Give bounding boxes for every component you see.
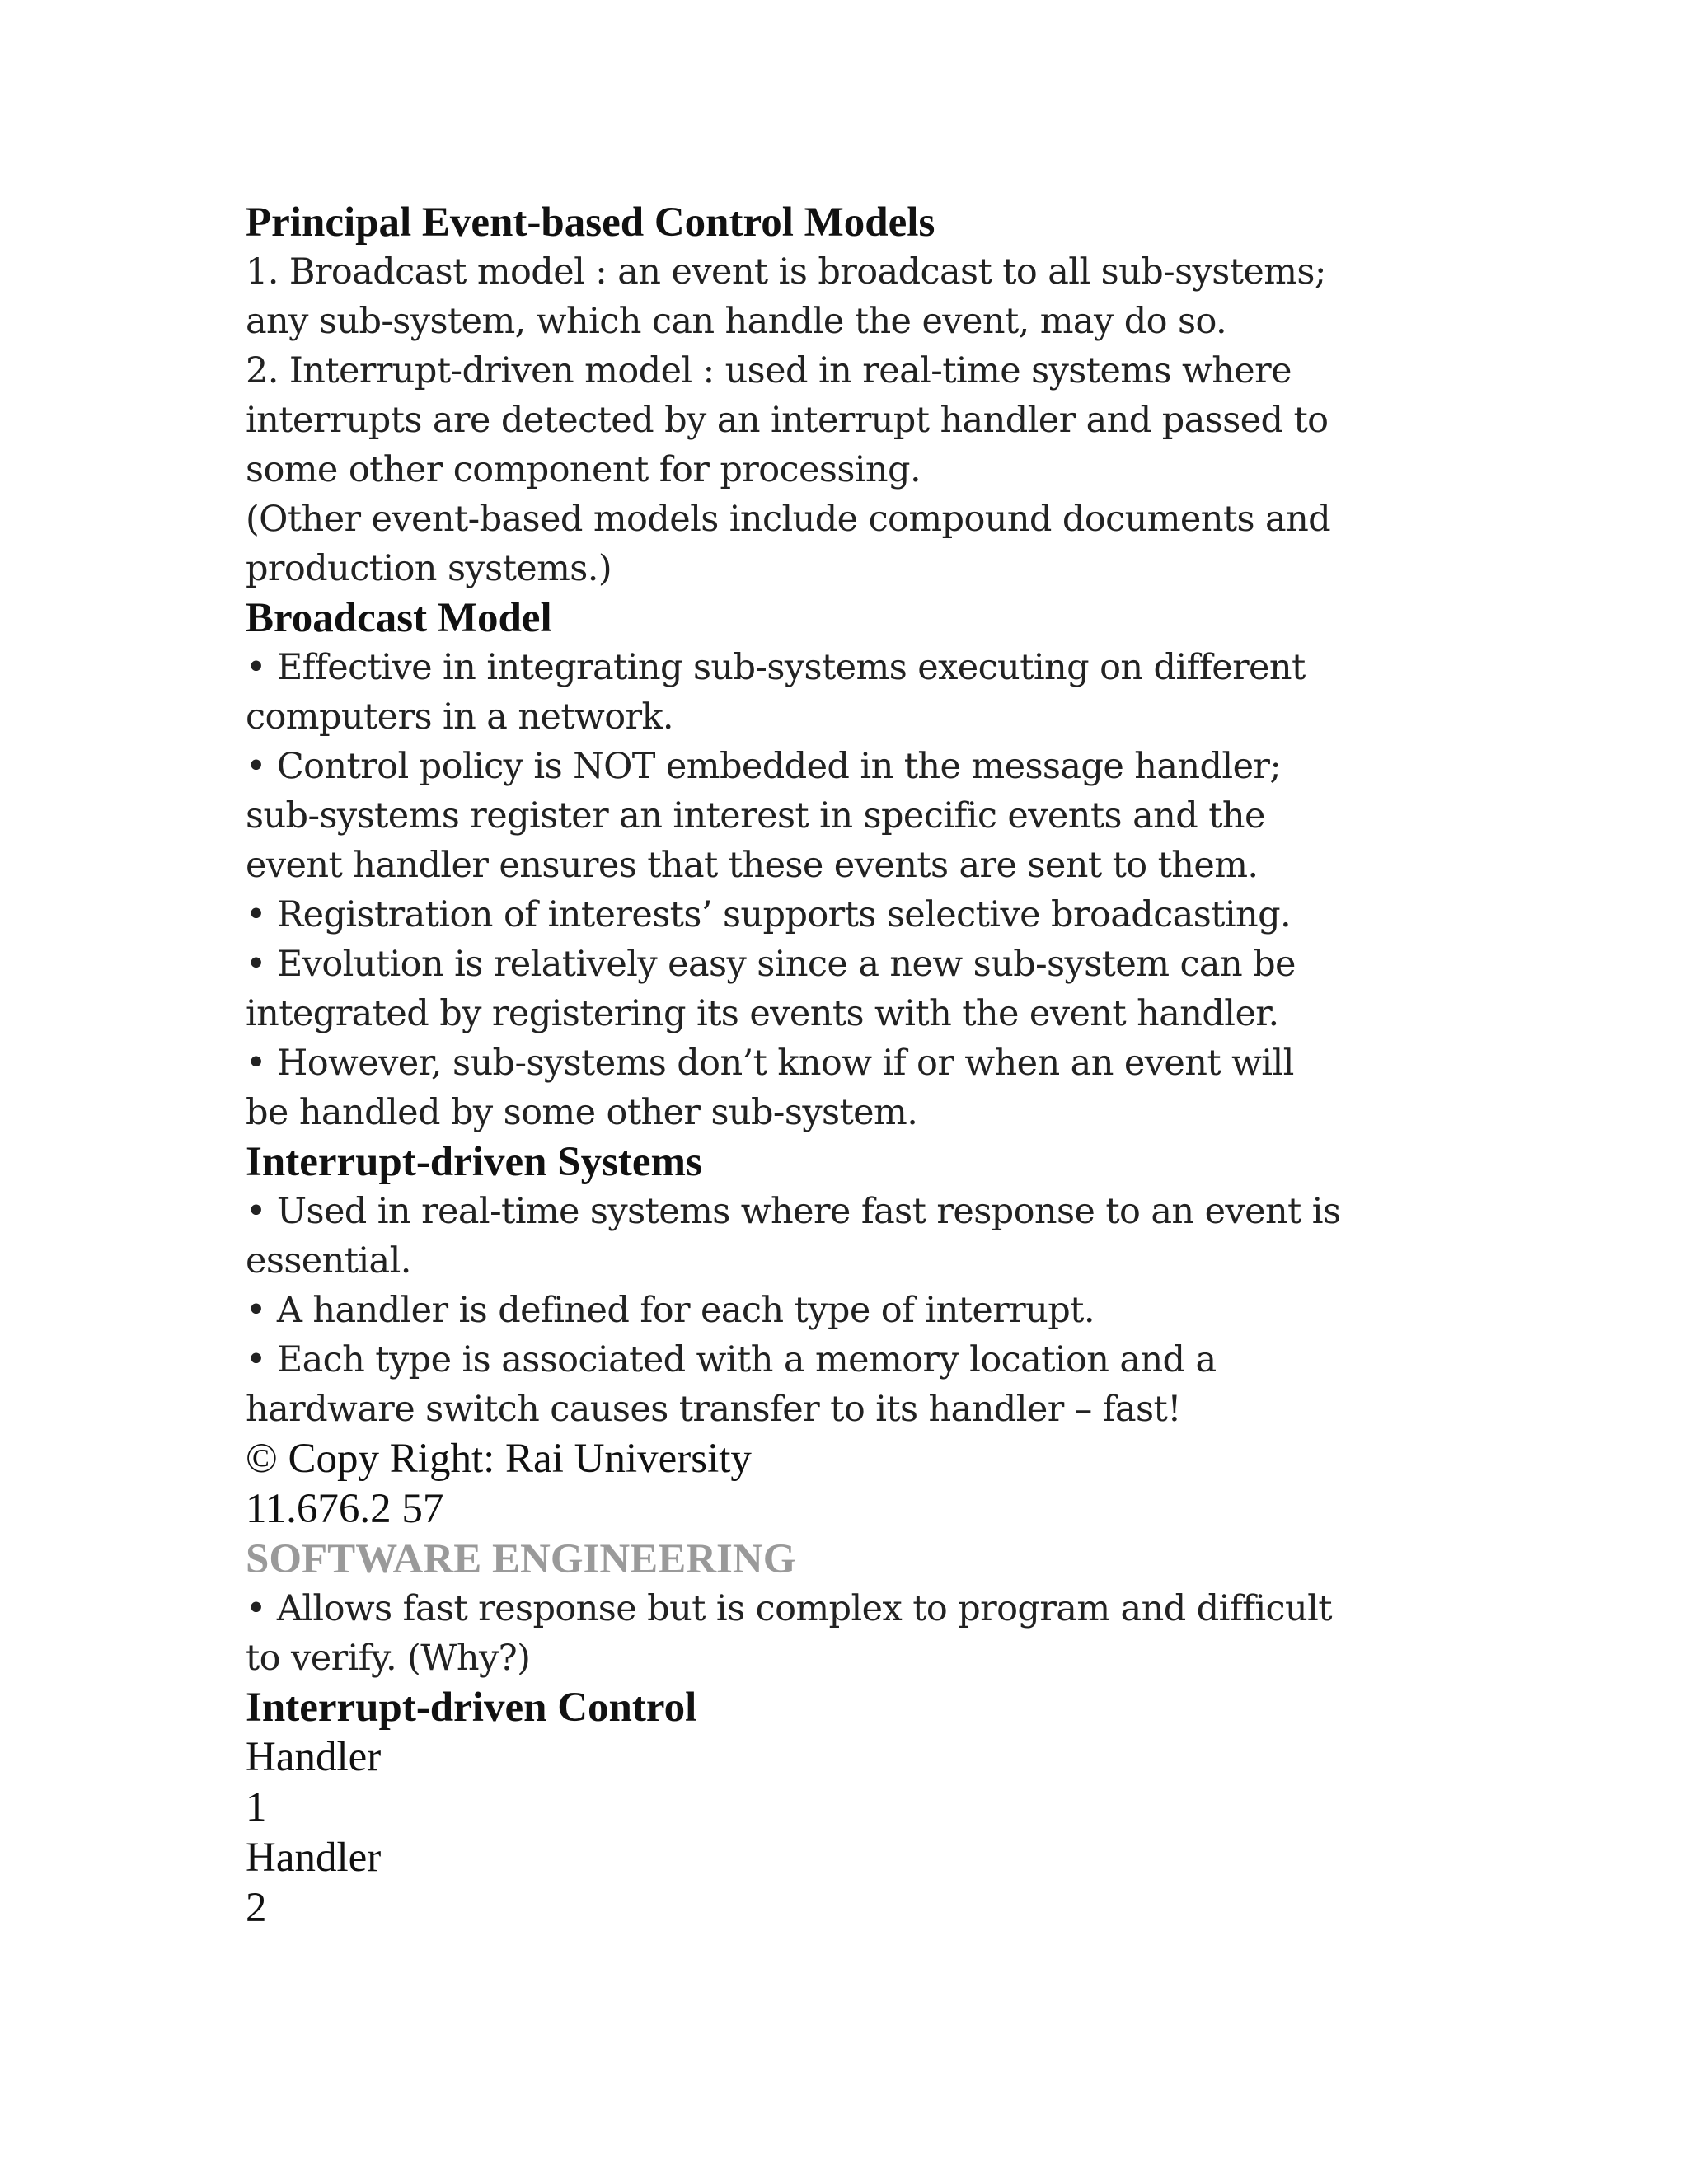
diagram-label: 1: [246, 1784, 267, 1830]
page-code: 11.676.2 57: [246, 1486, 444, 1532]
bullet-line: computers in a network.: [246, 696, 673, 738]
section-heading: Interrupt-driven Systems: [246, 1139, 702, 1185]
bullet-line: event handler ensures that these events are sent to them.: [246, 845, 1259, 886]
bullet-line: • Evolution is relatively easy since a new sub-system can be: [246, 944, 1296, 985]
bullet-line: • A handler is defined for each type of interrupt.: [246, 1290, 1095, 1331]
bullet-line: • Registration of interests’ supports selective broadcasting.: [246, 894, 1292, 935]
body-line: production systems.): [246, 548, 612, 589]
body-line: some other component for processing.: [246, 449, 921, 490]
bullet-line: • Allows fast response but is complex to program and difficult: [246, 1588, 1332, 1629]
running-title: SOFTWARE ENGINEERING: [246, 1536, 796, 1582]
copyright-notice: © Copy Right: Rai University: [246, 1436, 752, 1482]
section-heading: Interrupt-driven Control: [246, 1685, 697, 1731]
bullet-line: to verify. (Why?): [246, 1638, 531, 1679]
diagram-label: Handler: [246, 1835, 382, 1881]
body-line: 1. Broadcast model : an event is broadcast to all sub-systems;: [246, 251, 1326, 293]
bullet-line: hardware switch causes transfer to its handler – fast!: [246, 1389, 1181, 1430]
bullet-line: • Control policy is NOT embedded in the message handler;: [246, 746, 1282, 787]
bullet-line: • Each type is associated with a memory location and a: [246, 1339, 1217, 1380]
bullet-line: • Used in real-time systems where fast response to an event is: [246, 1191, 1341, 1232]
body-line: 2. Interrupt-driven model : used in real-time systems where: [246, 350, 1292, 391]
bullet-line: integrated by registering its events with the event handler.: [246, 993, 1279, 1034]
diagram-label: 2: [246, 1885, 267, 1931]
body-line: (Other event-based models include compound documents and: [246, 499, 1331, 540]
bullet-line: • However, sub-systems don’t know if or when an event will: [246, 1043, 1294, 1084]
body-line: any sub-system, which can handle the event, may do so.: [246, 301, 1227, 342]
section-heading: Broadcast Model: [246, 595, 552, 641]
bullet-line: sub-systems register an interest in specific events and the: [246, 795, 1265, 837]
body-line: interrupts are detected by an interrupt handler and passed to: [246, 400, 1329, 441]
bullet-line: be handled by some other sub-system.: [246, 1092, 918, 1133]
section-heading: Principal Event-based Control Models: [246, 199, 935, 246]
bullet-line: essential.: [246, 1240, 411, 1282]
diagram-label: Handler: [246, 1734, 382, 1780]
document-page: [246, 198, 1400, 1933]
bullet-line: • Effective in integrating sub-systems executing on different: [246, 647, 1306, 688]
